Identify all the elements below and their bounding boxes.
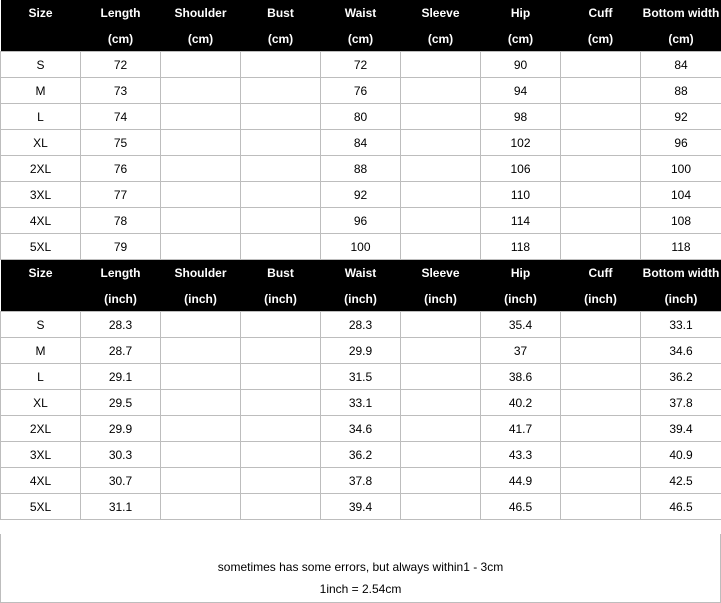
measurement-cell (241, 390, 321, 416)
measurement-cell (401, 442, 481, 468)
measurement-cell: 34.6 (641, 338, 721, 364)
measurement-cell (401, 104, 481, 130)
measurement-cell: 35.4 (481, 312, 561, 338)
measurement-cell: 31.1 (81, 494, 161, 520)
inch-conversion-note: 1inch = 2.54cm (319, 582, 402, 596)
measurement-cell: 72 (81, 52, 161, 78)
measurement-cell (401, 182, 481, 208)
measurement-cell: 106 (481, 156, 561, 182)
measurement-cell: 37.8 (641, 390, 721, 416)
cm-unit-6: (cm) (481, 26, 561, 52)
cm-unit-3: (cm) (241, 26, 321, 52)
measurement-cell: 104 (641, 182, 721, 208)
inch-unit-8: (inch) (641, 286, 721, 312)
cm-header-7: Cuff (561, 0, 641, 26)
measurement-cell (561, 312, 641, 338)
size-label-cell: 4XL (1, 468, 81, 494)
measurement-cell (561, 52, 641, 78)
measurement-cell: 34.6 (321, 416, 401, 442)
measurement-cell: 39.4 (321, 494, 401, 520)
table-row (1, 78, 721, 104)
measurement-cell: 43.3 (481, 442, 561, 468)
measurement-cell (561, 390, 641, 416)
measurement-cell (241, 364, 321, 390)
measurement-cell: 76 (321, 78, 401, 104)
measurement-cell: 96 (321, 208, 401, 234)
inch-header-4: Waist (321, 260, 401, 287)
measurement-cell (161, 312, 241, 338)
measurement-cell (241, 78, 321, 104)
measurement-cell (401, 156, 481, 182)
measurement-cell: 37 (481, 338, 561, 364)
inch-unit-blank (1, 286, 81, 312)
measurement-cell (241, 130, 321, 156)
table-row (1, 364, 721, 390)
table-row (1, 104, 721, 130)
measurement-cell (561, 494, 641, 520)
measurement-cell (161, 364, 241, 390)
measurement-cell (401, 390, 481, 416)
cm-header-4: Waist (321, 0, 401, 26)
size-label-cell: M (1, 338, 81, 364)
measurement-cell (401, 312, 481, 338)
measurement-cell: 100 (321, 234, 401, 260)
table-row (1, 468, 721, 494)
cm-unit-row (1, 26, 721, 52)
measurement-cell (161, 208, 241, 234)
measurement-cell: 39.4 (641, 416, 721, 442)
table-row (1, 208, 721, 234)
inch-header-3: Bust (241, 260, 321, 287)
cm-unit-7: (cm) (561, 26, 641, 52)
measurement-cell (241, 208, 321, 234)
measurement-cell: 29.5 (81, 390, 161, 416)
measurement-cell: 114 (481, 208, 561, 234)
table-row (1, 156, 721, 182)
cm-header-row (1, 0, 721, 26)
table-row (1, 390, 721, 416)
measurement-cell (161, 416, 241, 442)
measurement-cell: 42.5 (641, 468, 721, 494)
inch-header-0: Size (1, 260, 81, 287)
measurement-cell: 29.9 (321, 338, 401, 364)
inch-header-7: Cuff (561, 260, 641, 287)
size-label-cell: 5XL (1, 494, 81, 520)
measurement-cell: 75 (81, 130, 161, 156)
measurement-cell: 78 (81, 208, 161, 234)
measurement-cell (401, 338, 481, 364)
measurement-cell (561, 442, 641, 468)
measurement-cell (241, 416, 321, 442)
measurement-cell (161, 156, 241, 182)
measurement-cell (401, 130, 481, 156)
measurement-cell: 94 (481, 78, 561, 104)
measurement-cell (561, 156, 641, 182)
table-row (1, 130, 721, 156)
measurement-cell: 102 (481, 130, 561, 156)
size-label-cell: 2XL (1, 156, 81, 182)
table-row (1, 52, 721, 78)
measurement-cell (401, 208, 481, 234)
measurement-cell: 31.5 (321, 364, 401, 390)
error-note: sometimes has some errors, but always within1 - 3cm (217, 560, 504, 574)
measurement-cell (161, 130, 241, 156)
measurement-cell (401, 78, 481, 104)
inch-unit-2: (inch) (161, 286, 241, 312)
measurement-cell (161, 468, 241, 494)
size-label-cell: 3XL (1, 182, 81, 208)
cm-unit-1: (cm) (81, 26, 161, 52)
measurement-cell (161, 442, 241, 468)
measurement-cell: 30.7 (81, 468, 161, 494)
measurement-cell: 46.5 (641, 494, 721, 520)
inch-unit-row (1, 286, 721, 312)
measurement-cell (561, 416, 641, 442)
measurement-cell: 96 (641, 130, 721, 156)
measurement-cell (241, 234, 321, 260)
cm-header-6: Hip (481, 0, 561, 26)
size-label-cell: M (1, 78, 81, 104)
table-row (1, 338, 721, 364)
measurement-cell (561, 468, 641, 494)
cm-header-1: Length (81, 0, 161, 26)
size-label-cell: 5XL (1, 234, 81, 260)
measurement-cell (161, 338, 241, 364)
inch-header-row (1, 260, 721, 287)
measurement-cell: 88 (641, 78, 721, 104)
measurement-cell: 72 (321, 52, 401, 78)
measurement-cell (401, 468, 481, 494)
measurement-cell: 36.2 (321, 442, 401, 468)
measurement-cell (401, 234, 481, 260)
measurement-cell: 100 (641, 156, 721, 182)
measurement-cell (241, 338, 321, 364)
size-label-cell: S (1, 312, 81, 338)
inch-header-2: Shoulder (161, 260, 241, 287)
inch-unit-6: (inch) (481, 286, 561, 312)
inch-header-5: Sleeve (401, 260, 481, 287)
measurement-cell (401, 494, 481, 520)
measurement-cell (241, 312, 321, 338)
measurement-cell: 73 (81, 78, 161, 104)
measurement-cell (241, 52, 321, 78)
measurement-cell (161, 494, 241, 520)
measurement-cell (241, 468, 321, 494)
measurement-cell (401, 416, 481, 442)
cm-header-2: Shoulder (161, 0, 241, 26)
measurement-cell: 40.9 (641, 442, 721, 468)
measurement-cell (561, 208, 641, 234)
measurement-cell: 84 (641, 52, 721, 78)
measurement-cell: 108 (641, 208, 721, 234)
measurement-cell: 29.1 (81, 364, 161, 390)
measurement-cell (161, 234, 241, 260)
measurement-cell (561, 234, 641, 260)
measurement-cell (161, 182, 241, 208)
measurement-cell: 28.3 (81, 312, 161, 338)
table-row (1, 182, 721, 208)
measurement-cell: 88 (321, 156, 401, 182)
measurement-cell: 33.1 (321, 390, 401, 416)
inch-unit-7: (inch) (561, 286, 641, 312)
cm-unit-blank (1, 26, 81, 52)
measurement-cell (561, 364, 641, 390)
inch-unit-5: (inch) (401, 286, 481, 312)
cm-unit-5: (cm) (401, 26, 481, 52)
measurement-cell (561, 182, 641, 208)
measurement-cell (561, 130, 641, 156)
measurement-cell: 118 (481, 234, 561, 260)
cm-header-3: Bust (241, 0, 321, 26)
measurement-cell: 40.2 (481, 390, 561, 416)
measurement-cell: 37.8 (321, 468, 401, 494)
measurement-cell: 28.7 (81, 338, 161, 364)
measurement-cell (161, 78, 241, 104)
inch-header-1: Length (81, 260, 161, 287)
cm-unit-4: (cm) (321, 26, 401, 52)
measurement-cell: 80 (321, 104, 401, 130)
measurement-cell: 76 (81, 156, 161, 182)
size-label-cell: S (1, 52, 81, 78)
inch-unit-3: (inch) (241, 286, 321, 312)
measurement-cell (561, 104, 641, 130)
inch-unit-4: (inch) (321, 286, 401, 312)
measurement-cell: 118 (641, 234, 721, 260)
measurement-cell (241, 182, 321, 208)
measurement-cell: 28.3 (321, 312, 401, 338)
inch-header-6: Hip (481, 260, 561, 287)
measurement-cell: 92 (641, 104, 721, 130)
measurement-cell (241, 104, 321, 130)
measurement-cell: 84 (321, 130, 401, 156)
size-label-cell: L (1, 104, 81, 130)
measurement-cell (241, 494, 321, 520)
measurement-cell: 30.3 (81, 442, 161, 468)
measurement-cell (161, 52, 241, 78)
measurement-cell: 44.9 (481, 468, 561, 494)
measurement-cell: 33.1 (641, 312, 721, 338)
size-label-cell: XL (1, 390, 81, 416)
measurement-cell: 90 (481, 52, 561, 78)
size-label-cell: XL (1, 130, 81, 156)
cm-header-5: Sleeve (401, 0, 481, 26)
inch-header-8: Bottom width (641, 260, 721, 287)
cm-header-8: Bottom width (641, 0, 721, 26)
size-label-cell: 2XL (1, 416, 81, 442)
cm-unit-2: (cm) (161, 26, 241, 52)
measurement-cell (161, 390, 241, 416)
table-row (1, 494, 721, 520)
measurement-cell (561, 338, 641, 364)
table-row (1, 416, 721, 442)
measurement-cell: 29.9 (81, 416, 161, 442)
measurement-cell (161, 104, 241, 130)
measurement-cell: 79 (81, 234, 161, 260)
size-label-cell: 4XL (1, 208, 81, 234)
table-row (1, 442, 721, 468)
size-label-cell: L (1, 364, 81, 390)
measurement-cell: 46.5 (481, 494, 561, 520)
footer-note-box (0, 534, 721, 603)
measurement-cell: 41.7 (481, 416, 561, 442)
measurement-cell: 38.6 (481, 364, 561, 390)
table-row (1, 312, 721, 338)
table-row (1, 234, 721, 260)
measurement-cell: 74 (81, 104, 161, 130)
measurement-cell: 110 (481, 182, 561, 208)
cm-unit-8: (cm) (641, 26, 721, 52)
measurement-cell (561, 78, 641, 104)
inch-unit-1: (inch) (81, 286, 161, 312)
cm-header-0: Size (1, 0, 81, 26)
measurement-cell (401, 364, 481, 390)
measurement-cell: 98 (481, 104, 561, 130)
measurement-cell: 36.2 (641, 364, 721, 390)
measurement-cell (241, 156, 321, 182)
size-label-cell: 3XL (1, 442, 81, 468)
measurement-cell: 77 (81, 182, 161, 208)
measurement-cell: 92 (321, 182, 401, 208)
measurement-cell (241, 442, 321, 468)
measurement-cell (401, 52, 481, 78)
